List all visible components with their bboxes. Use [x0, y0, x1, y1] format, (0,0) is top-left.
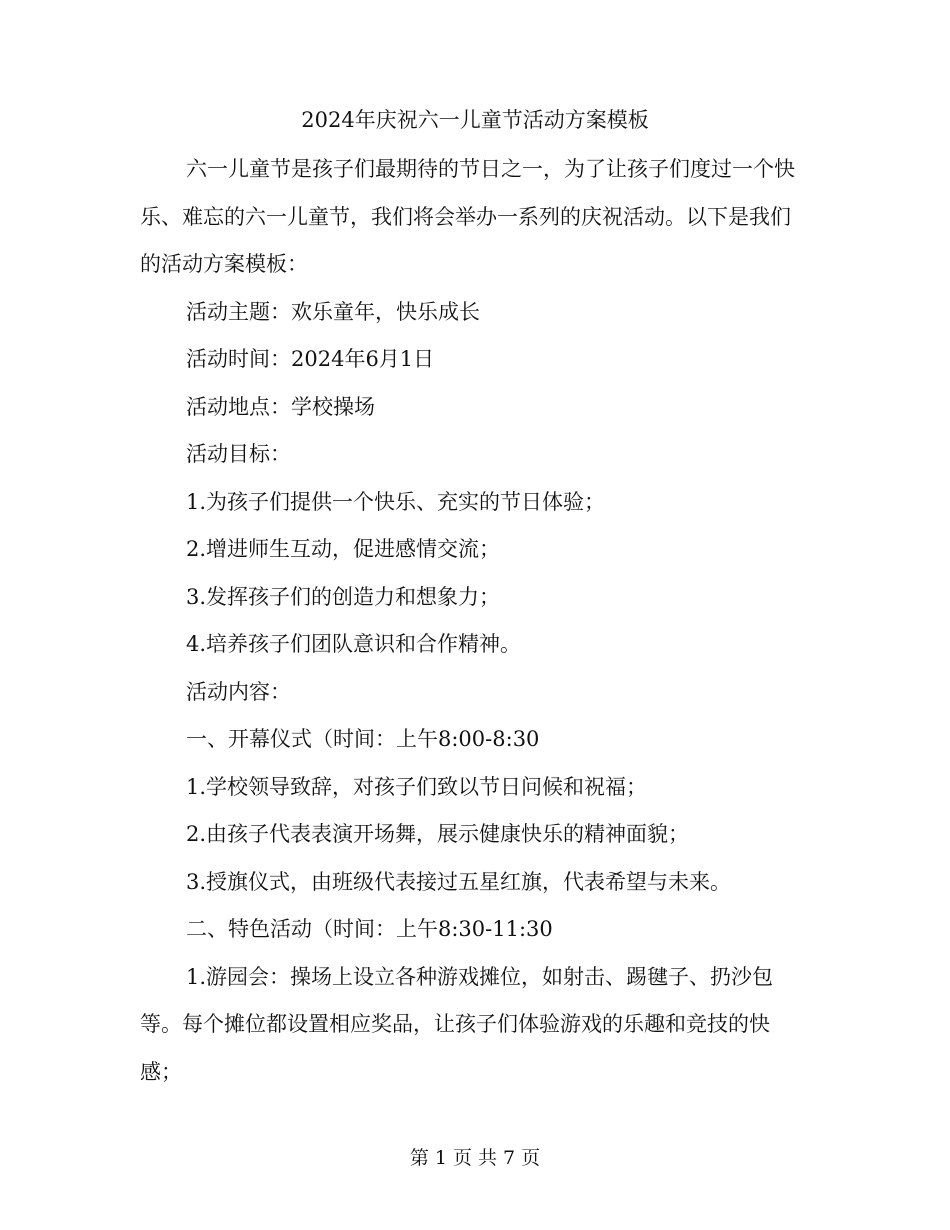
section2-item: 1.游园会：操场上设立各种游戏摊位，如射击、踢毽子、扔沙包等。每个摊位都设置相应奖品，让孩子们体验游戏的乐趣和竞技的快感；: [140, 964, 774, 1084]
goal-item: 3.发挥孩子们的创造力和想象力；: [186, 584, 501, 609]
section1-item: 1.学校领导致辞，对孩子们致以节日问候和祝福；: [186, 774, 648, 799]
activity-theme: 活动主题：欢乐童年，快乐成长: [186, 299, 480, 324]
section1-item: 3.授旗仪式，由班级代表接过五星红旗，代表希望与未来。: [186, 869, 732, 894]
intro-paragraph: 六一儿童节是孩子们最期待的节日之一，为了让孩子们度过一个快乐、难忘的六一儿童节，我们将会举办一系列的庆祝活动。以下是我们的活动方案模板：: [140, 157, 795, 276]
section1-item: 2.由孩子代表表演开场舞，展示健康快乐的精神面貌；: [186, 822, 690, 846]
goal-item: 1.为孩子们提供一个快乐、充实的节日体验；: [186, 489, 606, 514]
section1-heading: 一、开幕仪式（时间：上午8:00-8:30: [186, 727, 540, 751]
goal-item: 2.增进师生互动，促进感情交流；: [186, 537, 501, 561]
content-heading: 活动内容：: [186, 679, 291, 704]
section2-heading: 二、特色活动（时间：上午8:30-11:30: [186, 917, 553, 941]
document-title: 2024年庆祝六一儿童节活动方案模板: [301, 108, 649, 132]
goal-item: 4.培养孩子们团队意识和合作精神。: [186, 632, 522, 656]
activity-time: 活动时间：2024年6月1日: [186, 347, 435, 371]
page-number: 第 1 页 共 7 页: [409, 1147, 541, 1169]
goals-heading: 活动目标：: [186, 442, 291, 466]
document-body: [140, 146, 800, 1096]
activity-location: 活动地点：学校操场: [186, 394, 375, 419]
